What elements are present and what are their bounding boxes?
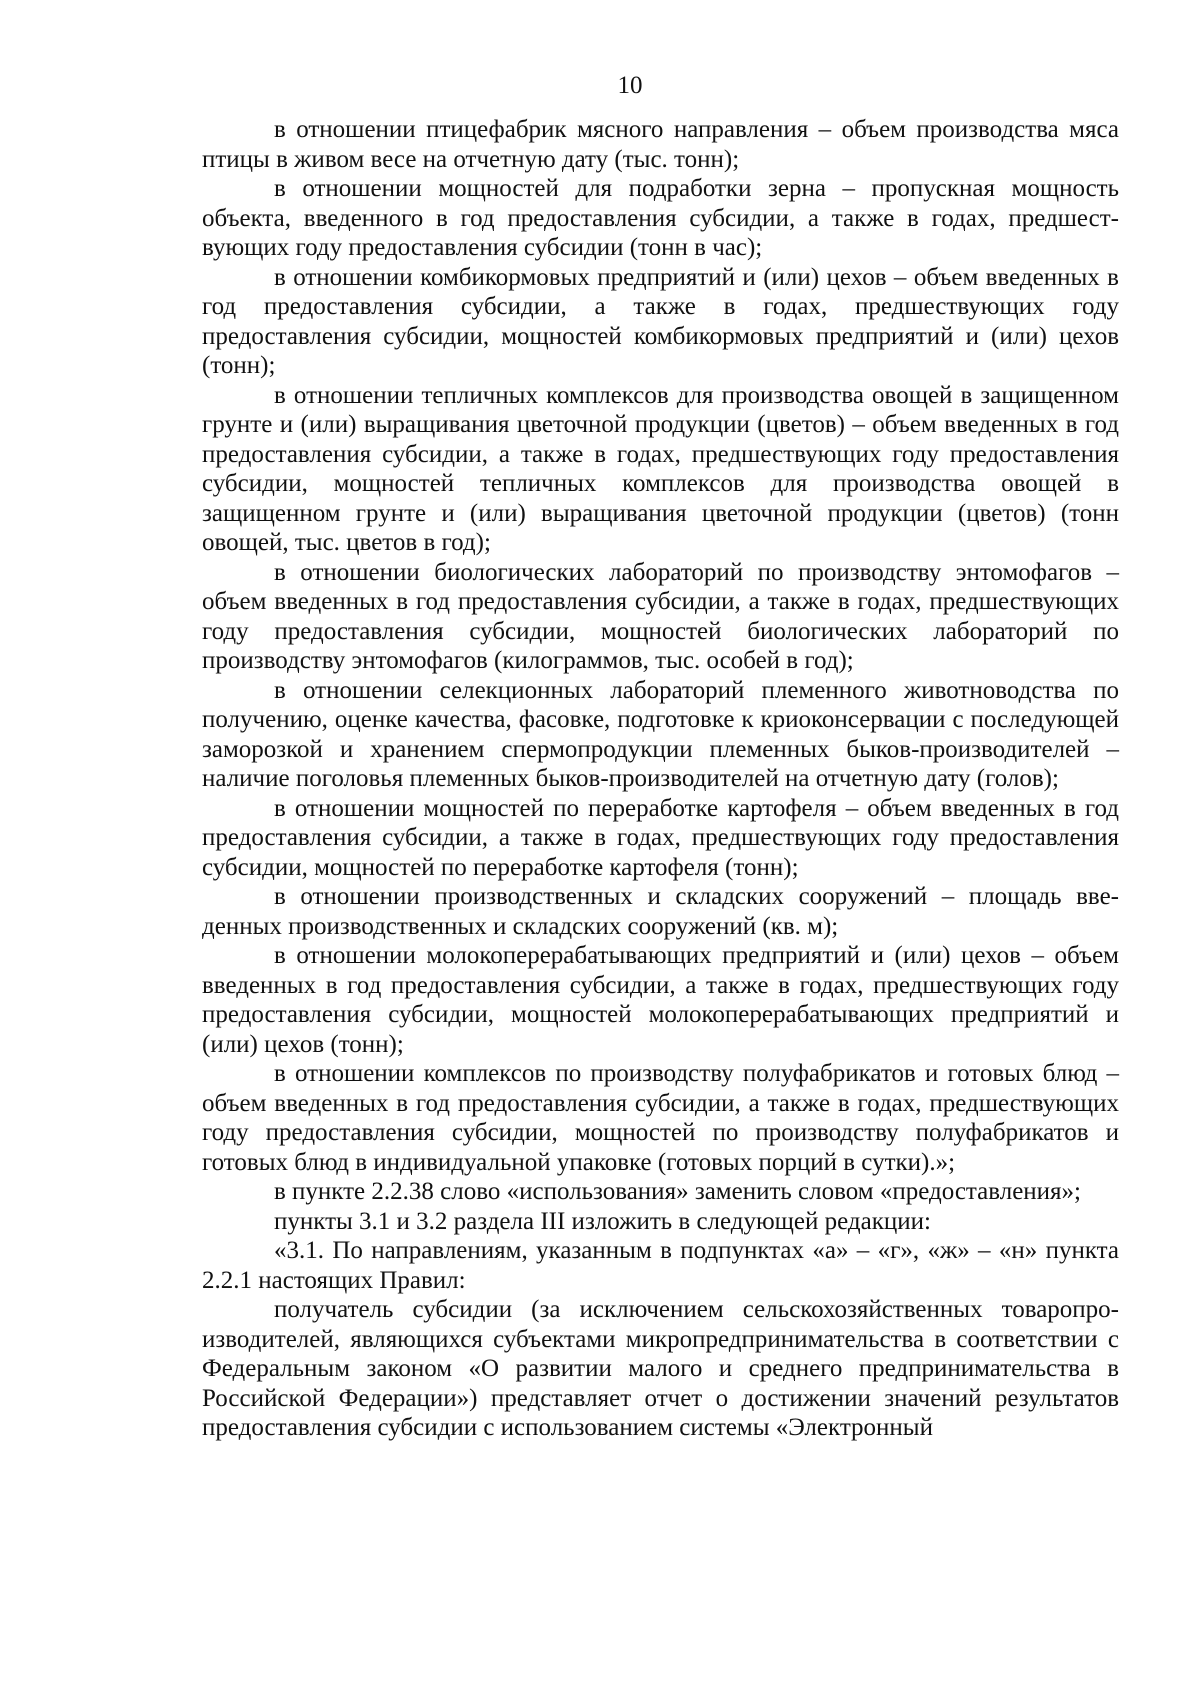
- paragraph-storage-facilities: в отношении производственных и складских сооружений – площадь введенных производственных и складских сооружений (кв. м);: [202, 883, 1119, 940]
- paragraph-feed-mills: в отношении комбикормовых предприятий и (или) цехов – объем введенных в год предоставления субсидии, а также в годах, предшествующих году предоставления субсидии, мощностей комбикормовых предприятий и (или) цехов (тонн);: [202, 263, 1119, 379]
- paragraph-clause-3-1: «3.1. По направлениям, указанным в подпунктах «а» – «г», «ж» – «н» пункта 2.2.1 настоящих Правил:: [202, 1237, 1119, 1294]
- paragraph-semi-finished-products: в отношении комплексов по производству полуфабрикатов и готовых блюд – объем введенных в год предоставления субсидии, а также в годах, предшествующих году предоставления субсидии, мощностей по производству полуфабрикатов и готовых блюд в индивидуальной упаковке (готовых порций в сутки).»;: [202, 1060, 1119, 1176]
- paragraph-subsidy-recipient: получатель субсидии (за исключением сельскохозяйственных товаропроизводителей, являющихся субъектами микропредпринимательства в соответствии с Федеральным законом «О развитии малого и среднего предпринимательства в Российской Федерации») представляет отчет о достижении значений результатов предоставления субсидии с использованием системы «Электронный: [202, 1296, 1119, 1441]
- paragraph-grain-processing: в отношении мощностей для подработки зерна – пропускная мощность объекта, введенного в год предоставления субсидии, а также в годах, предшествующих году предоставления субсидии (тонн в час);: [202, 175, 1119, 261]
- paragraph-clause-2-2-38: в пункте 2.2.38 слово «использования» заменить словом «предоставления»;: [274, 1178, 1081, 1205]
- paragraph-greenhouse-complexes: в отношении тепличных комплексов для производства овощей в защищенном грунте и (или) выращивания цветочной продукции (цветов) – объем введенных в год предоставления субсидии, а также в годах, предшествующих году предоставления субсидии, мощностей тепличных комплексов для производства овощей в защищенном грунте и (или) выращивания цветочной продукции (цветов) (тонн овощей, тыс. цветов в год);: [202, 381, 1119, 556]
- paragraph-section-iii-amendment: пункты 3.1 и 3.2 раздела III изложить в следующей редакции:: [274, 1207, 931, 1235]
- paragraph-poultry-meat: в отношении птицефабрик мясного направления – объем производства мяса птицы в живом весе на отчетную дату (тыс. тонн);: [202, 116, 1119, 173]
- paragraph-biological-labs: в отношении биологических лабораторий по производству энтомофагов – объем введенных в год предоставления субсидии, а также в годах, предшествующих году предоставления субсидии, мощностей биологических лабораторий по производству энтомофагов (килограммов, тыс. особей в год);: [202, 558, 1119, 674]
- document-body: [202, 115, 1119, 1443]
- paragraph-dairy-processing: в отношении молокоперерабатывающих предприятий и (или) цехов – объем введенных в год предоставления субсидии, а также в годах, предшествующих году предоставления субсидии, мощностей молокоперерабатывающих предприятий и (или) цехов (тонн);: [202, 942, 1119, 1058]
- page-number: 10: [617, 72, 643, 99]
- paragraph-breeding-labs: в отношении селекционных лабораторий племенного животноводства по получению, оценке качества, фасовке, подготовке к криоконсервации с последующей заморозкой и хранением спермопродукции племенных быков-производителей – наличие поголовья племенных быков-производителей на отчетную дату (голов);: [202, 676, 1119, 792]
- paragraph-potato-processing: в отношении мощностей по переработке картофеля – объем введенных в год предоставления субсидии, а также в годах, предшествующих году предоставления субсидии, мощностей по переработке картофеля (тонн);: [202, 794, 1119, 881]
